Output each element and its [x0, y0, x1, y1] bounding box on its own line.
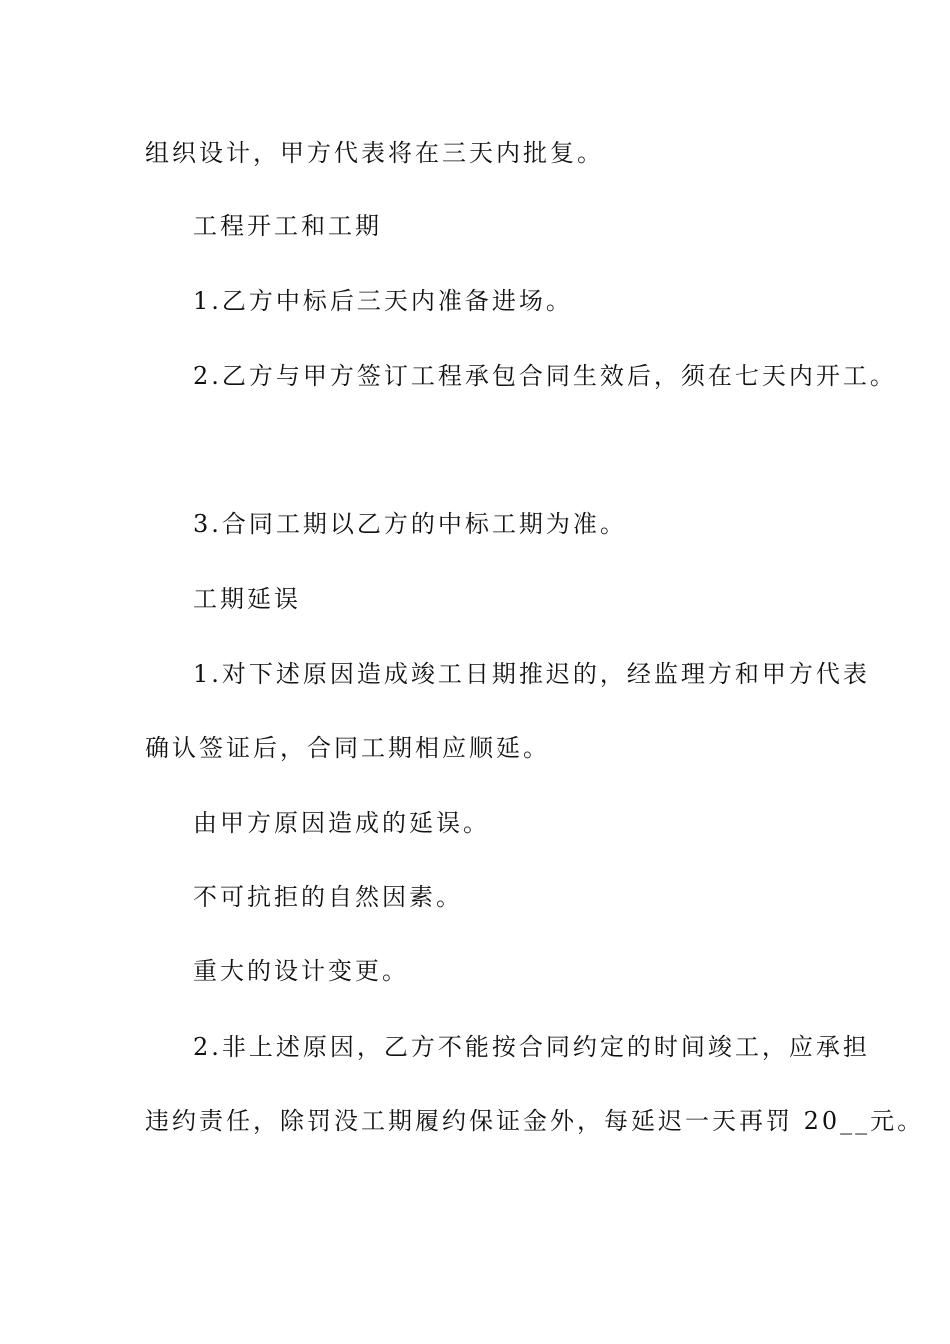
- section-heading-delay: 工期延误: [193, 585, 301, 613]
- delay-clause-1-continuation: 确认签证后，合同工期相应顺延。: [145, 734, 550, 762]
- delay-clause-2-continuation: 违约责任，除罚没工期履约保证金外，每延迟一天再罚 20__元。: [145, 1107, 925, 1135]
- paragraph-continuation: 组织设计，甲方代表将在三天内批复。: [145, 139, 604, 167]
- delay-reason-design-change: 重大的设计变更。: [193, 957, 409, 985]
- delay-reason-owner: 由甲方原因造成的延误。: [193, 809, 490, 837]
- clause-2-commencement: 2.乙方与甲方签订工程承包合同生效后，须在七天内开工。: [193, 362, 897, 390]
- delay-clause-2: 2.非上述原因，乙方不能按合同约定的时间竣工，应承担: [193, 1033, 870, 1061]
- section-heading-start-and-duration: 工程开工和工期: [193, 212, 382, 240]
- clause-1-entry: 1.乙方中标后三天内准备进场。: [193, 287, 573, 315]
- delay-clause-1: 1.对下述原因造成竣工日期推迟的，经监理方和甲方代表: [193, 660, 870, 688]
- clause-3-duration: 3.合同工期以乙方的中标工期为准。: [193, 510, 627, 538]
- delay-reason-force-majeure: 不可抗拒的自然因素。: [193, 883, 463, 911]
